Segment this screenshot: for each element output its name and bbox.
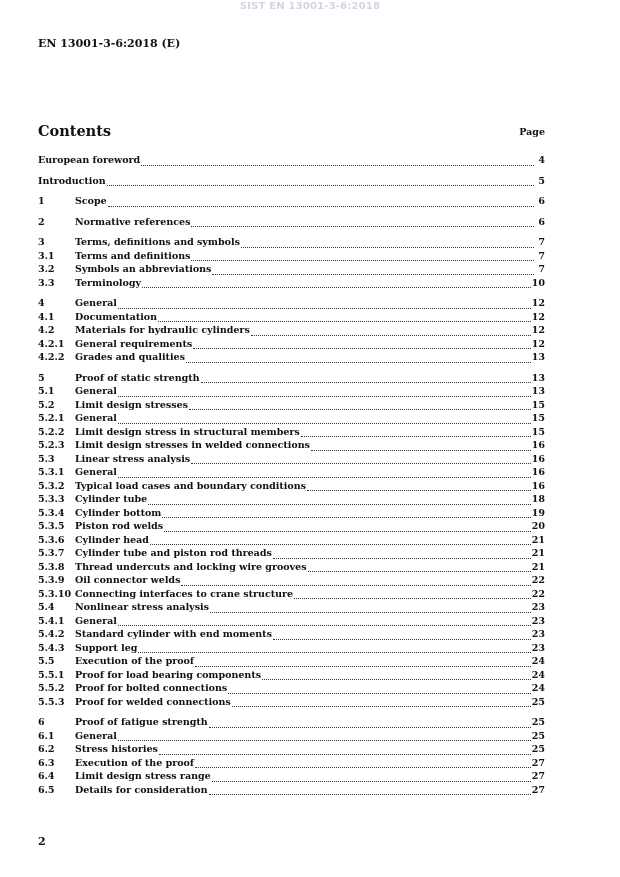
- toc-entry[interactable]: [38, 176, 545, 190]
- toc-entry[interactable]: [38, 548, 545, 562]
- toc-entry-number: 5.5.3: [38, 696, 65, 708]
- toc-leader-dots: [307, 489, 531, 491]
- toc-entry[interactable]: [38, 155, 545, 169]
- watermark: SIST EN 13001-3-6:2018: [239, 1, 381, 12]
- toc-entry-title: Typical load cases and boundary conditions: [75, 480, 306, 492]
- toc-entry-number: 5.3.4: [38, 507, 65, 519]
- toc-entry-title: Documentation: [75, 311, 158, 323]
- toc-entry-number: 4.2.2: [38, 352, 65, 363]
- toc-entry[interactable]: [38, 683, 545, 697]
- toc-entry[interactable]: [38, 237, 545, 251]
- toc-entry-page: 27: [531, 757, 545, 769]
- toc-entry-page: 25: [531, 696, 545, 708]
- toc-entry-page: 4: [538, 155, 545, 166]
- toc-entry[interactable]: [38, 373, 545, 387]
- toc-entry[interactable]: [38, 339, 545, 353]
- toc-leader-dots: [118, 476, 531, 478]
- toc-entry-title: Proof of fatigue strength: [75, 717, 208, 728]
- toc-entry-number: 5.3: [38, 453, 55, 465]
- toc-leader-dots: [210, 611, 531, 613]
- toc-entry[interactable]: [38, 400, 545, 414]
- contents-title: Contents: [38, 123, 112, 140]
- toc-entry-page: 16: [531, 453, 545, 465]
- toc-section: [38, 373, 545, 711]
- toc-entry[interactable]: [38, 535, 545, 549]
- toc-entry[interactable]: [38, 352, 545, 366]
- toc-entry-number: 5.1: [38, 386, 55, 397]
- toc-leader-dots: [191, 462, 531, 464]
- toc-entry-page: 13: [531, 352, 545, 363]
- toc-entry-number: 5.2.1: [38, 413, 65, 424]
- toc-entry-title: General: [75, 615, 117, 627]
- toc-entry-page: 15: [531, 413, 545, 424]
- toc-entry-page: 7: [538, 250, 545, 262]
- toc-entry[interactable]: [38, 440, 545, 454]
- toc-entry-page: 22: [531, 588, 545, 600]
- toc-entry-title: Cylinder tube and piston rod threads: [75, 548, 272, 559]
- toc-entry-title: Linear stress analysis: [75, 453, 191, 465]
- toc-entry-title: General: [75, 386, 117, 397]
- toc-entry-number: 5.4.2: [38, 629, 65, 640]
- toc-entry-number: 4.2.1: [38, 338, 65, 350]
- toc-entry-page: 10: [531, 277, 545, 289]
- toc-entry-page: 6: [538, 196, 545, 207]
- toc-entry-page: 15: [531, 426, 545, 438]
- toc-entry-title: Standard cylinder with end moments: [75, 629, 272, 640]
- toc-entry-page: 21: [531, 548, 545, 559]
- toc-leader-dots: [294, 597, 531, 599]
- toc-leader-dots: [181, 584, 530, 586]
- toc-entry[interactable]: [38, 251, 545, 265]
- toc-leader-dots: [209, 726, 531, 728]
- toc-section: [38, 176, 545, 190]
- toc-entry-page: 7: [538, 237, 545, 248]
- toc-entry-number: 5.3.3: [38, 494, 65, 505]
- document-id: EN 13001-3-6:2018 (E): [38, 37, 181, 50]
- toc-leader-dots: [212, 780, 531, 782]
- toc-entry-number: 6.4: [38, 771, 55, 782]
- toc-entry-title: Cylinder head: [75, 534, 149, 546]
- toc-entry-title: Terms, definitions and symbols: [75, 237, 240, 248]
- toc-entry-number: 5.3.5: [38, 521, 65, 532]
- toc-entry[interactable]: [38, 427, 545, 441]
- toc-entry-title: Proof of static strength: [75, 372, 200, 384]
- toc-leader-dots: [195, 766, 531, 768]
- toc-leader-dots: [212, 273, 534, 275]
- toc-entry-title: Materials for hydraulic cylinders: [75, 325, 250, 336]
- toc-entry-title: Introduction: [38, 175, 106, 187]
- toc-leader-dots: [108, 205, 534, 207]
- toc-entry[interactable]: [38, 521, 545, 535]
- toc-entry[interactable]: [38, 744, 545, 758]
- toc-entry-number: 6: [38, 717, 45, 728]
- toc-entry-page: 27: [531, 784, 545, 796]
- toc-entry-page: 16: [531, 440, 545, 451]
- toc-entry-number: 1: [38, 196, 45, 207]
- toc-entry-title: Connecting interfaces to crane structure: [75, 588, 294, 600]
- toc-entry-title: Details for consideration: [75, 784, 208, 796]
- toc-entry[interactable]: [38, 386, 545, 400]
- toc-entry-number: 5.3.10: [38, 588, 72, 600]
- toc-entry-number: 5.3.7: [38, 548, 65, 559]
- toc-leader-dots: [301, 435, 531, 437]
- toc-leader-dots: [201, 381, 531, 383]
- toc-entry-number: 3.1: [38, 250, 55, 262]
- toc-entry-title: Execution of the proof: [75, 757, 194, 769]
- toc-entry[interactable]: [38, 602, 545, 616]
- toc-leader-dots: [162, 516, 530, 518]
- toc-entry-page: 13: [531, 372, 545, 384]
- toc-entry[interactable]: [38, 454, 545, 468]
- toc-leader-dots: [273, 638, 531, 640]
- toc-entry-title: Proof for bolted connections: [75, 683, 228, 694]
- toc-entry-page: 24: [531, 669, 545, 681]
- toc-entry[interactable]: [38, 298, 545, 312]
- toc-entry-title: Nonlinear stress analysis: [75, 602, 210, 613]
- toc-entry-number: 6.2: [38, 744, 55, 755]
- toc-entry-number: 5.3.1: [38, 467, 65, 478]
- toc-entry-number: 5.3.9: [38, 575, 65, 586]
- toc-entry-number: 6.1: [38, 730, 55, 742]
- toc-entry-page: 24: [531, 656, 545, 667]
- toc-entry-title: Terms and definitions: [75, 250, 191, 262]
- toc-entry-page: 7: [538, 264, 545, 275]
- toc-entry-number: 4.2: [38, 325, 55, 336]
- toc-entry-number: 3.2: [38, 264, 55, 275]
- toc-entry-number: 5.5.2: [38, 683, 65, 694]
- table-of-contents: [38, 155, 545, 805]
- toc-entry-page: 23: [531, 629, 545, 640]
- toc-entry-title: Proof for welded connections: [75, 696, 231, 708]
- toc-entry-number: 5.4.3: [38, 642, 65, 654]
- toc-entry[interactable]: [38, 312, 545, 326]
- toc-entry[interactable]: [38, 616, 545, 630]
- toc-leader-dots: [251, 334, 531, 336]
- toc-leader-dots: [164, 530, 531, 532]
- toc-entry[interactable]: [38, 785, 545, 799]
- toc-entry-number: 5.2: [38, 399, 55, 411]
- toc-entry-number: 3.3: [38, 277, 55, 289]
- toc-entry-page: 25: [531, 744, 545, 755]
- toc-entry-number: 5: [38, 372, 45, 384]
- toc-entry-title: Oil connector welds: [75, 575, 181, 586]
- toc-section: [38, 155, 545, 169]
- toc-entry-page: 21: [531, 534, 545, 546]
- toc-entry-number: 5.5.1: [38, 669, 65, 681]
- toc-leader-dots: [118, 624, 531, 626]
- toc-entry[interactable]: [38, 758, 545, 772]
- toc-entry[interactable]: [38, 467, 545, 481]
- toc-entry[interactable]: [38, 670, 545, 684]
- toc-leader-dots: [189, 408, 531, 410]
- toc-entry[interactable]: [38, 264, 545, 278]
- toc-leader-dots: [141, 164, 534, 166]
- toc-entry-page: 16: [531, 480, 545, 492]
- toc-leader-dots: [118, 307, 531, 309]
- toc-entry-title: Terminology: [75, 277, 142, 289]
- toc-entry-number: 4.1: [38, 311, 55, 323]
- toc-leader-dots: [273, 557, 531, 559]
- toc-leader-dots: [118, 739, 531, 741]
- toc-leader-dots: [191, 225, 534, 227]
- toc-entry-title: General requirements: [75, 338, 193, 350]
- toc-entry-title: Scope: [75, 196, 107, 207]
- toc-leader-dots: [262, 678, 531, 680]
- toc-entry-title: General: [75, 298, 117, 309]
- toc-entry-number: 2: [38, 216, 45, 228]
- toc-entry-number: 5.2.2: [38, 426, 65, 438]
- toc-entry-title: Piston rod welds: [75, 521, 164, 532]
- toc-entry-title: Symbols an abbreviations: [75, 264, 212, 275]
- toc-entry-title: Grades and qualities: [75, 352, 185, 363]
- toc-entry-page: 23: [531, 602, 545, 613]
- toc-entry-page: 20: [531, 521, 545, 532]
- toc-leader-dots: [241, 246, 534, 248]
- toc-entry[interactable]: [38, 481, 545, 495]
- toc-leader-dots: [107, 184, 534, 186]
- toc-entry[interactable]: [38, 508, 545, 522]
- toc-entry-page: 27: [531, 771, 545, 782]
- toc-entry[interactable]: [38, 731, 545, 745]
- toc-entry[interactable]: [38, 494, 545, 508]
- toc-entry-number: 5.5: [38, 656, 55, 667]
- toc-section: [38, 298, 545, 366]
- toc-leader-dots: [148, 503, 531, 505]
- toc-entry[interactable]: [38, 217, 545, 231]
- toc-entry-title: Cylinder bottom: [75, 507, 162, 519]
- toc-leader-dots: [186, 361, 531, 363]
- toc-entry-page: 5: [538, 175, 545, 187]
- toc-entry[interactable]: [38, 413, 545, 427]
- toc-entry-title: General: [75, 730, 117, 742]
- page-column-label: Page: [519, 127, 545, 138]
- toc-entry[interactable]: [38, 771, 545, 785]
- toc-entry-page: 12: [531, 338, 545, 350]
- toc-entry-number: 5.4.1: [38, 615, 65, 627]
- toc-leader-dots: [191, 259, 534, 261]
- toc-section: [38, 717, 545, 798]
- toc-entry-title: European foreword: [38, 155, 141, 166]
- toc-entry-number: 6.3: [38, 757, 55, 769]
- toc-entry-page: 6: [538, 216, 545, 228]
- toc-entry-title: Limit design stresses: [75, 399, 189, 411]
- toc-entry[interactable]: [38, 697, 545, 711]
- toc-entry-number: 6.5: [38, 784, 55, 796]
- toc-entry[interactable]: [38, 589, 545, 603]
- toc-leader-dots: [232, 705, 531, 707]
- toc-entry-title: Limit design stress range: [75, 771, 211, 782]
- toc-entry[interactable]: [38, 562, 545, 576]
- toc-entry-number: 3: [38, 237, 45, 248]
- toc-leader-dots: [158, 320, 531, 322]
- toc-entry[interactable]: [38, 717, 545, 731]
- toc-entry-page: 22: [531, 575, 545, 586]
- toc-entry[interactable]: [38, 643, 545, 657]
- toc-entry-page: 23: [531, 615, 545, 627]
- toc-leader-dots: [118, 422, 531, 424]
- toc-entry-page: 13: [531, 386, 545, 397]
- toc-entry-number: 4: [38, 298, 45, 309]
- toc-section: [38, 217, 545, 231]
- toc-entry-page: 16: [531, 467, 545, 478]
- toc-leader-dots: [118, 395, 531, 397]
- toc-leader-dots: [150, 543, 531, 545]
- toc-leader-dots: [308, 570, 531, 572]
- toc-entry-number: 5.3.6: [38, 534, 65, 546]
- toc-entry-page: 25: [531, 717, 545, 728]
- toc-leader-dots: [193, 347, 531, 349]
- toc-entry-number: 5.3.8: [38, 561, 65, 573]
- toc-entry-title: Execution of the proof: [75, 656, 194, 667]
- toc-entry-page: 12: [531, 298, 545, 309]
- toc-entry[interactable]: [38, 656, 545, 670]
- toc-entry[interactable]: [38, 278, 545, 292]
- toc-entry-title: Proof for load bearing components: [75, 669, 262, 681]
- toc-section: [38, 237, 545, 291]
- toc-leader-dots: [142, 286, 531, 288]
- toc-leader-dots: [228, 692, 530, 694]
- toc-entry-page: 12: [531, 311, 545, 323]
- toc-entry-title: General: [75, 467, 117, 478]
- toc-leader-dots: [195, 665, 531, 667]
- toc-entry[interactable]: [38, 325, 545, 339]
- toc-entry-title: General: [75, 413, 117, 424]
- toc-entry-number: 5.2.3: [38, 440, 65, 451]
- toc-entry-page: 21: [531, 561, 545, 573]
- toc-entry-page: 19: [531, 507, 545, 519]
- toc-entry-page: 15: [531, 399, 545, 411]
- toc-entry[interactable]: [38, 196, 545, 210]
- toc-section: [38, 196, 545, 210]
- toc-leader-dots: [138, 651, 530, 653]
- toc-entry-number: 5.3.2: [38, 480, 65, 492]
- toc-leader-dots: [311, 449, 531, 451]
- toc-leader-dots: [209, 793, 531, 795]
- toc-entry-title: Limit design stresses in welded connections: [75, 440, 310, 451]
- toc-leader-dots: [159, 753, 531, 755]
- toc-entry-title: Thread undercuts and locking wire grooves: [75, 561, 307, 573]
- toc-entry-number: 5.4: [38, 602, 55, 613]
- toc-entry[interactable]: [38, 575, 545, 589]
- toc-entry-title: Support leg: [75, 642, 138, 654]
- toc-entry-page: 12: [531, 325, 545, 336]
- toc-entry-title: Normative references: [75, 216, 191, 228]
- page-number: 2: [38, 835, 46, 848]
- toc-entry-title: Cylinder tube: [75, 494, 148, 505]
- toc-entry-page: 18: [531, 494, 545, 505]
- toc-entry-page: 25: [531, 730, 545, 742]
- toc-entry-page: 24: [531, 683, 545, 694]
- toc-entry-page: 23: [531, 642, 545, 654]
- toc-entry-title: Stress histories: [75, 744, 158, 755]
- toc-entry[interactable]: [38, 629, 545, 643]
- toc-entry-title: Limit design stress in structural members: [75, 426, 300, 438]
